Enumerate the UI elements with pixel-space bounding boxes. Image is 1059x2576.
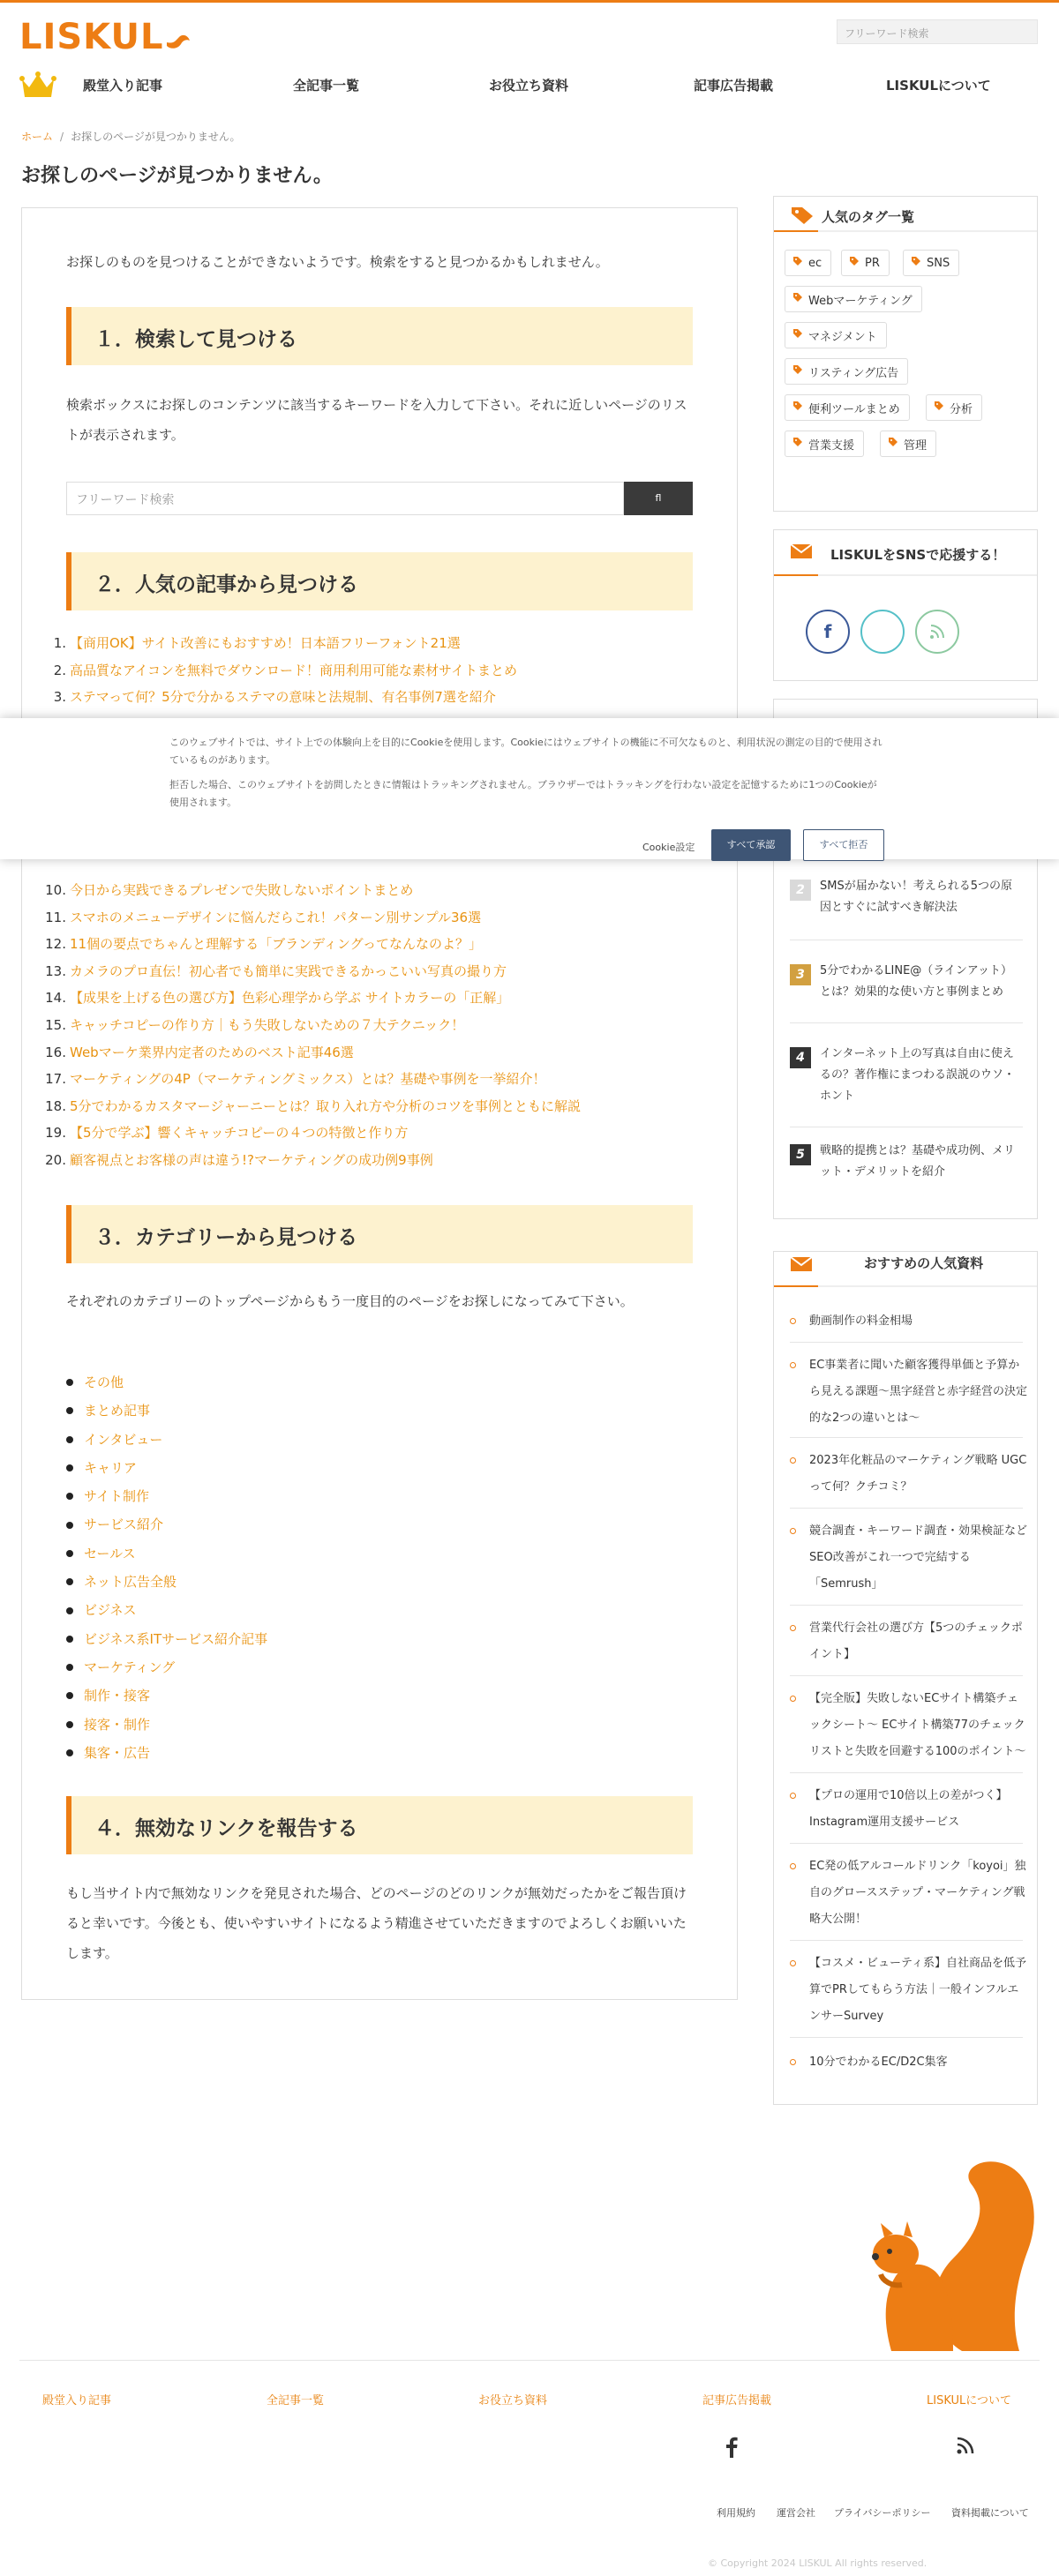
category-description: それぞれのカテゴリーのトップページからもう一度目的のページをお探しになってみて下さい。 [66,1293,634,1309]
nav-ad-placement[interactable]: 記事広告掲載 [694,78,774,94]
recommend-item[interactable]: 競合調査・キーワード調査・効果検証などSEO改善がこれ一つで完結する「Semrush」 [790,1518,1028,1598]
mail-icon [790,543,813,560]
logo-text: LISKUL [19,17,164,57]
rank-badge: 5 [790,1144,811,1165]
footer-divider [19,2360,1040,2361]
ranking-item[interactable]: 16. Webマーケ業界内定者のためのベスト記事46選 [45,1044,354,1060]
rank-badge: 2 [790,880,811,901]
section-heading-category: ３．カテゴリーから見つける [66,1205,693,1263]
tag-item[interactable]: 分析 [926,394,982,421]
tag-item[interactable]: SNS [903,250,959,276]
tag-icon [790,206,815,225]
tag-widget-title: 人気のタグ一覧 [822,209,915,225]
ranking-item[interactable]: 15. キャッチコピーの作り方｜もう失敗しないための７大テクニック！ [45,1016,465,1033]
recommend-widget [773,1251,1038,2105]
tag-item[interactable]: PR [841,250,890,276]
nav-about[interactable]: LISKULについて [886,78,991,94]
recommend-item[interactable]: 【完全版】失敗しないECサイト構築チェックシート〜 ECサイト構築77のチェックリストと失敗を回避する100のポイント〜 [790,1686,1028,1765]
breadcrumb-current: お探しのページが見つかりません。 [71,131,241,143]
footer-rss-icon[interactable] [957,2437,974,2458]
tag-widget-header [774,197,1037,232]
breadcrumb-home[interactable]: ホーム [21,131,54,143]
copyright-text: © Copyright 2024 LISKUL All rights reserved. [708,2557,928,2569]
category-item[interactable]: セールス [66,1539,267,1568]
cookie-text-1: このウェブサイトでは、サイト上での体験向上を目的にCookieを使用します。Cookieにはウェブサイトの機能に不可欠なものと、利用状況の測定の目的で使用されているものがあります。 [169,737,882,766]
category-list [66,1368,267,1767]
recommend-item[interactable]: 【コスメ・ビューティ系】自社商品を低予算でPRしてもらう方法｜一般インフルエンサーSurvey [790,1951,1028,2030]
breadcrumb-separator: / [60,131,64,143]
category-item[interactable]: ネット広告全般 [66,1568,267,1596]
popular-item[interactable]: 2 SMSが届かない！考えられる5つの原因とすぐに試すべき解決法 [790,876,1023,918]
main-search-input[interactable]: フリーワード検索 [66,482,624,515]
footer-nav-all-articles[interactable]: 全記事一覧 [267,2394,325,2408]
footer-link-listing[interactable]: 資料掲載について [951,2507,1029,2519]
twitter-icon[interactable] [860,610,905,654]
ranking-item[interactable]: 2. 高品質なアイコンを無料でダウンロード！商用利用可能な素材サイトまとめ [53,662,518,678]
ranking-item[interactable]: 18. 5分でわかるカスタマージャーニーとは？取り入れ方や分析のコツを事例とともに解説 [45,1097,581,1114]
tag-icon [792,256,803,270]
tag-icon [792,364,803,378]
ranking-item[interactable]: 12. 11個の要点でちゃんと理解する「ブランディングってなんなのよ？」 [45,936,482,953]
tag-icon [792,437,803,451]
category-item[interactable]: 接客・制作 [66,1711,267,1739]
footer-nav-hall-of-fame[interactable]: 殿堂入り記事 [42,2394,112,2408]
footer-link-company[interactable]: 運営会社 [777,2507,815,2519]
recommend-item[interactable]: 営業代行会社の選び方【5つのチェックポイント】 [790,1615,1028,1668]
cookie-settings-button[interactable]: Cookie設定 [642,842,695,853]
footer-nav-resources[interactable]: お役立ち資料 [478,2394,548,2408]
tag-icon [792,328,803,342]
main-nav [0,69,1059,104]
recommend-widget-header [774,1252,1037,1287]
cookie-banner [0,718,1059,859]
sns-widget-title: LISKULをSNSで応援する！ [830,547,1006,563]
category-item[interactable]: キャリア [66,1454,267,1482]
tag-item[interactable]: 管理 [880,431,936,457]
page-title: お探しのページが見つかりません。 [21,165,333,187]
tag-icon [911,256,921,270]
ranking-item[interactable]: 3. ステマって何？5分で分かるステマの意味と法規制、有名事例7選を紹介 [53,689,496,706]
tag-item[interactable]: 営業支援 [785,431,864,457]
section-heading-search: １．検索して見つける [66,307,693,365]
popular-item[interactable]: 4 インターネット上の写真は自由に使えるの？著作権にまつわる誤説のウソ・ホント [790,1044,1023,1107]
tag-icon [792,292,803,306]
footer-nav-about[interactable]: LISKULについて [927,2394,1012,2408]
tag-icon [888,437,898,451]
crown-icon [19,71,56,101]
recommend-item[interactable]: 動画制作の料金相場 [790,1308,1028,1335]
rss-icon[interactable] [915,610,959,654]
footer-link-terms[interactable]: 利用規約 [717,2507,755,2519]
category-item[interactable]: ビジネス [66,1596,267,1624]
tag-icon [849,256,860,270]
search-description: 検索ボックスにお探しのコンテンツに該当するキーワードを入力して下さい。それに近しいページのリストが表示されます。 [66,397,687,443]
footer-facebook-icon[interactable] [725,2437,738,2461]
squirrel-tail-icon [165,30,192,53]
category-item[interactable]: サービス紹介 [66,1510,267,1539]
mail-icon [790,1255,813,1273]
squirrel-mascot-icon [830,2153,1041,2355]
category-item[interactable]: ビジネス系ITサービス紹介記事 [66,1625,267,1653]
category-item[interactable]: 集客・広告 [66,1739,267,1767]
ranking-item[interactable]: 10. 今日から実践できるプレゼンで失敗しないポイントまとめ [45,882,414,898]
tag-item[interactable]: リスティング広告 [785,358,908,385]
category-item[interactable]: その他 [66,1368,267,1397]
recommend-item[interactable]: 2023年化粧品のマーケティング戦略 UGCって何？クチコミ？ [790,1448,1028,1501]
sns-widget-header [774,530,1037,576]
ranking-item[interactable]: 13. カメラのプロ直伝！初心者でも簡単に実践できるかっこいい写真の撮り方 [45,962,507,979]
header-search-input[interactable]: フリーワード検索 [837,19,1038,44]
recommend-item[interactable]: EC発の低アルコールドリンク「koyoi」独自のグロースステップ・マーケティング戦略大公開！ [790,1853,1028,1933]
ranking-item[interactable]: 20. 顧客視点とお客様の声は違う!?マーケティングの成功例9事例 [45,1151,433,1168]
recommend-item[interactable]: 【プロの運用で10倍以上の差がつく】Instagram運用支援サービス [790,1783,1028,1836]
ranking-item[interactable]: 14. 【成果を上げる色の選び方】色彩心理学から学ぶ サイトカラーの「正解」 [45,990,510,1007]
nav-all-articles[interactable]: 全記事一覧 [293,78,360,94]
tag-icon [792,401,803,415]
main-search-button[interactable]: fl [624,482,693,515]
cookie-accept-all-button[interactable]: すべて承認 [711,829,791,861]
intro-text: お探しのものを見つけることができないようです。検索をすると見つかるかもしれません。 [66,254,609,270]
section-heading-report: ４．無効なリンクを報告する [66,1796,693,1854]
ranking-item[interactable]: 1. 【商用OK】サイト改善にもおすすめ！日本語フリーフォント21選 [53,635,461,651]
ranking-list-bottom [41,877,712,1174]
tag-item[interactable]: マネジメント [785,322,887,348]
category-item[interactable]: サイト制作 [66,1482,267,1510]
main-search-form [66,482,693,515]
nav-hall-of-fame[interactable]: 殿堂入り記事 [83,78,163,94]
report-text: もし当サイト内で無効なリンクを発見された場合、どのページのどのリンクが無効だったかをご報告頂けると幸いです。今後とも、使いやすいサイトになるよう精進させていただきますのでよろしくお願いいたします。 [66,1885,687,1961]
rank-badge: 4 [790,1047,811,1068]
recommend-item[interactable]: 10分でわかるEC/D2C集客 [790,2049,1028,2076]
ranking-item[interactable]: 11. スマホのメニューデザインに悩んだらこれ！パターン別サンプル36選 [45,909,482,925]
category-item[interactable]: まとめ記事 [66,1397,267,1425]
recommend-item[interactable]: EC事業者に聞いた顧客獲得単価と予算から見える課題〜黒字経営と赤字経営の決定的な2つの違いとは〜 [790,1352,1028,1432]
category-item[interactable]: マーケティング [66,1653,267,1681]
nav-resources[interactable]: お役立ち資料 [489,78,569,94]
popular-item[interactable]: 5 戦略的提携とは？基礎や成功例、メリット・デメリットを紹介 [790,1141,1023,1183]
site-logo[interactable] [19,16,192,58]
cookie-text-2: 拒否した場合、このウェブサイトを訪問したときに情報はトラッキングされません。ブラウザーではトラッキングを行わない設定を記憶するために1つのCookieが使用されます。 [169,779,877,808]
tag-icon [934,401,944,415]
sns-widget [773,529,1038,681]
footer-link-privacy[interactable]: プライバシーポリシー [834,2507,931,2519]
ranking-item[interactable]: 19. 【5分で学ぶ】響くキャッチコピーの４つの特徴と作り方 [45,1125,409,1142]
tag-item[interactable]: Webマーケティング [785,286,922,312]
ranking-item[interactable]: 17. マーケティングの4P（マーケティングミックス）とは？基礎や事例を一挙紹介！ [45,1071,546,1088]
tag-widget [773,196,1038,512]
main-content [21,207,738,2000]
tag-item[interactable]: 便利ツールまとめ [785,394,910,421]
popular-item[interactable]: 3 5分でわかるLINE@（ラインアット）とは？効果的な使い方と事例まとめ [790,961,1023,1003]
footer-nav-ad-placement[interactable]: 記事広告掲載 [702,2394,772,2408]
top-accent-line [0,0,1059,3]
category-item[interactable]: インタビュー [66,1426,267,1454]
section-heading-popular: ２．人気の記事から見つける [66,552,693,610]
recommend-widget-title: おすすめの人気資料 [864,1255,984,1271]
tag-item[interactable]: ec [785,250,831,276]
rank-badge: 3 [790,964,811,985]
category-item[interactable]: 制作・接客 [66,1681,267,1710]
facebook-icon[interactable]: f [806,610,850,654]
ranking-list-top [41,630,712,711]
cookie-reject-all-button[interactable]: すべて拒否 [803,829,884,861]
breadcrumb [21,129,241,144]
